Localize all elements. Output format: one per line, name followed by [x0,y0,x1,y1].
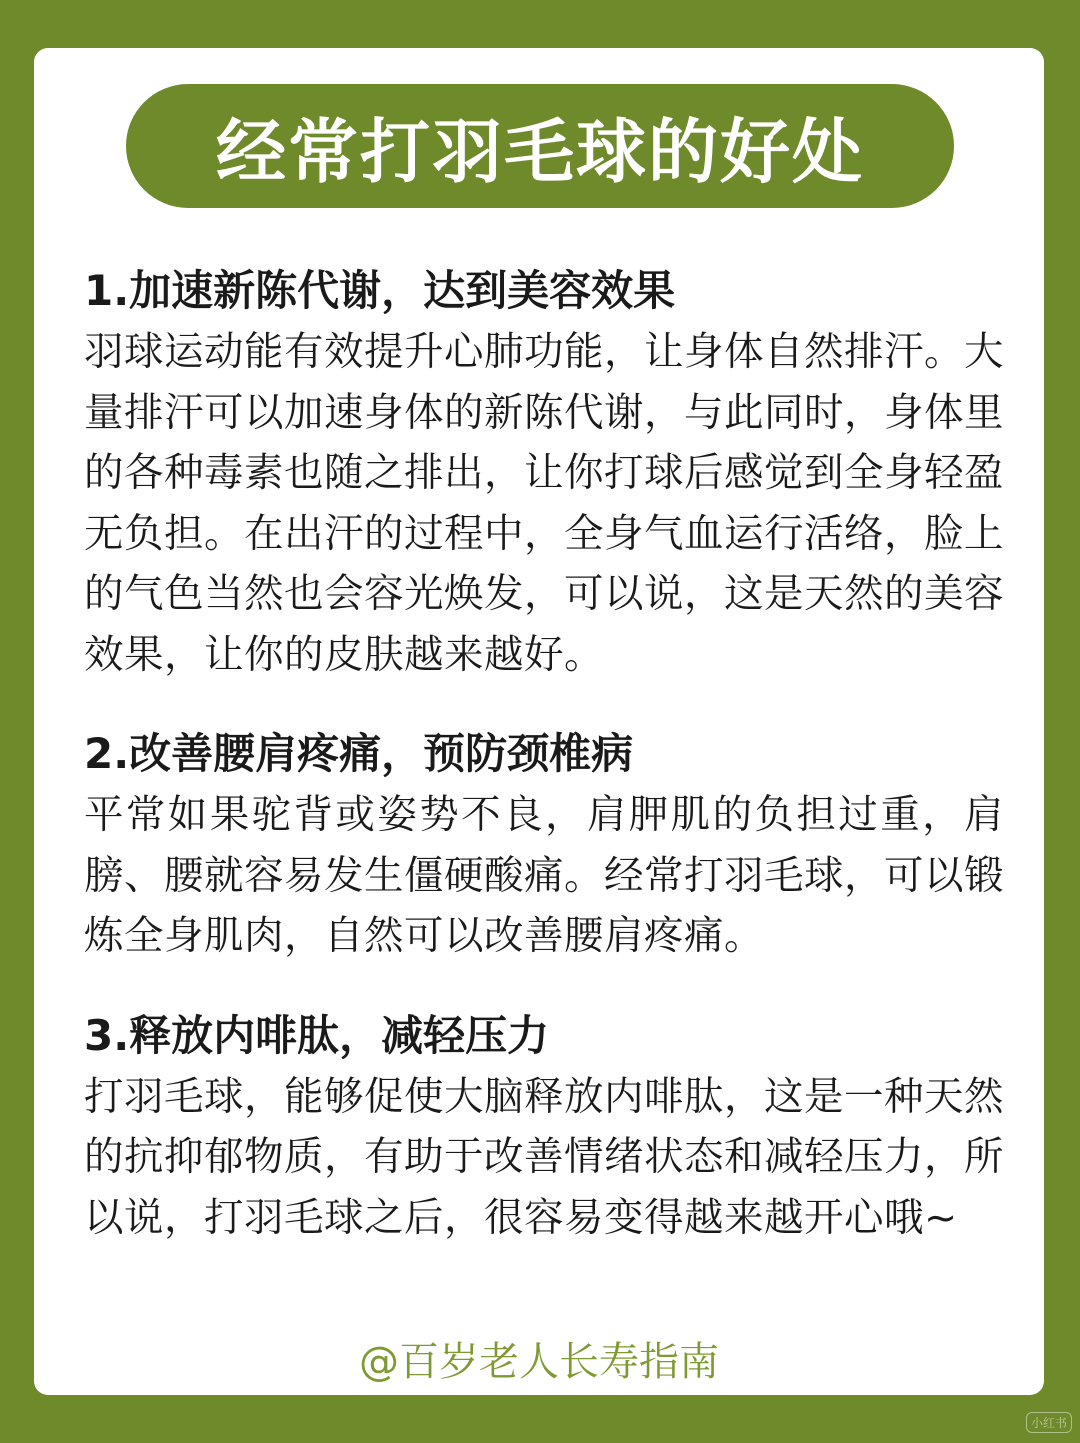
section-body: 平常如果驼背或姿势不良，肩胛肌的负担过重，肩膀、腰就容易发生僵硬酸痛。经常打羽毛球，可以锻炼全身肌肉，自然可以改善腰肩疼痛。 [84,792,1004,959]
title-banner [126,84,954,208]
article-content [84,260,1004,1248]
content-card [34,48,1044,1395]
section-endorphin [84,1005,1004,1249]
page-title: 经常打羽毛球的好处 [216,110,864,193]
section-metabolism [84,260,1004,685]
section-body: 打羽毛球，能够促使大脑释放内啡肽，这是一种天然的抗抑郁物质，有助于改善情绪状态和减轻压力，所以说，打羽毛球之后，很容易变得越来越开心哦~ [84,1073,1004,1241]
section-heading: 1.加速新陈代谢，达到美容效果 [84,266,676,315]
section-back-shoulder [84,723,1004,967]
section-heading: 3.释放内啡肽，减轻压力 [84,1010,550,1060]
author-watermark: @百岁老人长寿指南 [359,1339,719,1385]
platform-badge: 小红书 [1026,1412,1072,1433]
section-body: 羽球运动能有效提升心肺功能，让身体自然排汗。大量排汗可以加速身体的新陈代谢，与此同时，身体里的各种毒素也随之排出，让你打球后感觉到全身轻盈无负担。在出汗的过程中，全身气血运行活络，脸上的气色当然也会容光焕发，可以说，这是天然的美容效果，让你的皮肤越来越好。 [84,329,1004,678]
section-heading: 2.改善腰肩疼痛，预防颈椎病 [84,729,634,778]
